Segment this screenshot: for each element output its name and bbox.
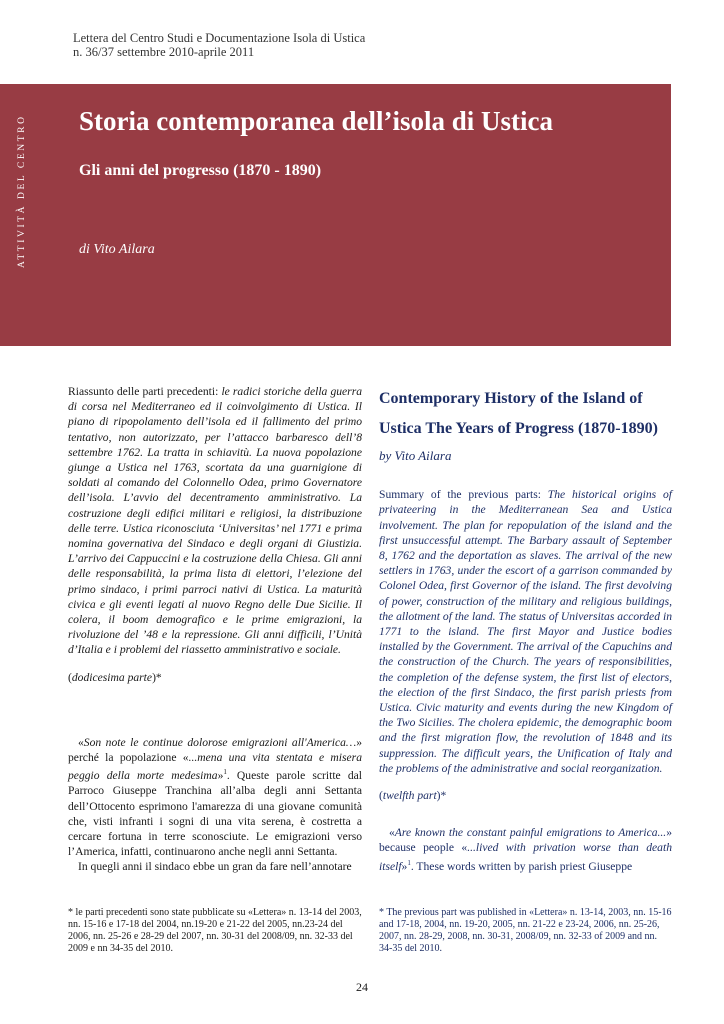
body-paragraph <box>68 735 362 859</box>
footnote-marker: 1 <box>407 858 411 867</box>
part-close: )* <box>152 670 162 684</box>
article-author: di Vito Ailara <box>79 242 155 257</box>
body-paragraph: In quegli anni il sindaco ebbe un gran da fare nell’annotare <box>78 860 352 874</box>
summary-label: Riassunto delle parti precedenti: <box>68 385 222 398</box>
article-title: Storia contemporanea dell’isola di Ustica <box>79 106 553 136</box>
english-footnote: * The previous part was published in «Lettera» n. 13-14, 2003, nn. 15-16 and 17-18, 2004, nn. 19-20, 2005, nn. 21-22 e 23-24, 2006, nn. 25-26, 2007, nn. 28-29, 2008, nn. 30-31, 2008/09, nn. 32-33 of 2009 and nn. 34-35 del 2010. <box>379 907 672 954</box>
english-title: Contemporary History of the Island of Ustica The Years of Progress (1870-1890) <box>379 390 658 437</box>
body-text: » because people « <box>379 826 672 855</box>
body-text: » perché la popolazione « <box>68 735 362 765</box>
part-label <box>68 670 362 685</box>
quote-close: » <box>217 769 224 783</box>
part-open: ( <box>379 789 383 803</box>
part-open: ( <box>68 670 72 684</box>
quote-text: Son note le continue dolorose emigrazioni all'America… <box>83 735 357 749</box>
part-close: )* <box>436 789 447 803</box>
summary-text: le radici storiche della guerra di corsa nel Mediterraneo ed il coinvolgimento di Ustica. Il piano di ripopolamento dell’isola ed il fallimento del primo tentativo, non autorizzato, per l’attacco barbaresco dell’8 settembre 1762. La tratta in schiavitù. La nuova popolazione giunge a Ustica nel 1763, scortata da una guarnigione di soldati al comando del Colonnello Odea, primo Governatore dell’isola. L’avvio del decentramento amministrativo. La costruzione degli edifici militari e religiosi, la distribuzione delle terre. Ustica riconosciuta ‘Universitas’ nel 1771 e prima nomina governativa del Sindaco e degli organi di Giustizia. L’arrivo dei Cappuccini e la costruzione della Chiesa. Gli anni delle responsabilità, la prima lista di elettori, l’elezione del primo sindaco, i primi parroci nativi di Ustica. La maturità civica e gli eventi legati al nuovo Regno delle Due Sicilie. Il colera, il boom demografico e le prime emigrazioni, la rivoluzione del ’48 e la repressione. Gli anni difficili, l’Unità d’Italia e i problemi del riassetto amministrativo e sociale. <box>68 385 363 657</box>
quote-text: ...lived with privation worse than death itself <box>379 841 672 873</box>
part-name: dodicesima parte <box>71 670 153 684</box>
journal-issue: n. 36/37 settembre 2010-aprile 2011 <box>73 45 255 59</box>
summary-label: Summary of the previous parts: <box>379 488 548 502</box>
body-paragraph <box>379 825 672 873</box>
page-number: 24 <box>356 980 368 994</box>
quote-open: « <box>78 735 84 749</box>
article-subtitle: Gli anni del progresso (1870 - 1890) <box>79 162 322 179</box>
section-label: ATTIVITÀ DEL CENTRO <box>17 114 27 268</box>
journal-title: Lettera del Centro Studi e Documentazione Isola di Ustica <box>73 31 366 45</box>
quote-open: « <box>389 826 395 840</box>
quote-text: ...mena una vita stentata e misera peggio della morte medesima <box>68 751 362 783</box>
italian-column <box>68 384 362 875</box>
part-label <box>379 788 672 803</box>
footnote-marker: 1 <box>223 768 227 777</box>
quote-close: » <box>401 859 408 873</box>
quote-text: Are known the constant painful emigrations to America... <box>394 826 667 840</box>
body-text: . Queste parole scritte dal Parroco Giuseppe Tranchina all’alba degli anni Settanta dell’Ottocento esprimono l'amarezza di una giovane comunità che, visti infranti i sogni di una vita serena, è costretta a cercare fortuna in terre sconosciute. Le emigrazioni verso l’America, infatti, continuarono anche negli anni Settanta. <box>68 769 362 859</box>
body-text: . These words written by parish priest Giuseppe <box>410 859 633 873</box>
english-summary <box>379 487 672 776</box>
italian-summary <box>68 384 362 658</box>
part-name: twelfth part <box>382 789 437 803</box>
italian-footnote: * le parti precedenti sono state pubblicate su «Lettera» n. 13-14 del 2003, nn. 15-16 e 17-18 del 2004, nn.19-20 e 21-22 del 2005, nn.23-24 del 2006, nn. 25-26 e 28-29 del 2007, nn. 30-31 del 2008/09, nn. 32-33 del 2009 e nn 34-35 del 2010. <box>68 907 362 954</box>
english-author: by Vito Ailara <box>379 448 452 463</box>
journal-header <box>73 31 365 59</box>
summary-text: The historical origins of privateering in the Mediterranean Sea and Ustica involvement. The plan for repopulation of the island and the first unsuccessful attempt. The Barbary assault of September 8, 1762 and the deportation as slaves. The arrival of the new settlers in 1763, under the escort of a garrison commanded by Colonel Odea, first Governor of the island. The first devolving of power, construction of the military and religious buildings, the allotment of the land. The status of Universitas accorded in 1771 to the island. The first Mayor and Justice bodies installed by the Government. The arrival of the Capuchins and the construction of the Church. The years of responsibilities, the completion of the defense system, the first list of electors, the election of the first Sindaco, the first parish priests from Ustica. Civic maturity and events during the new Kingdom of the Two Sicilies. The cholera epidemic, the demographic boom and the first migration flow, the revolution of 1848 and its suppression. The difficult years, the Unification of Italy and the problems of the administrative and social reorganization. <box>379 488 672 775</box>
english-column <box>379 384 672 874</box>
